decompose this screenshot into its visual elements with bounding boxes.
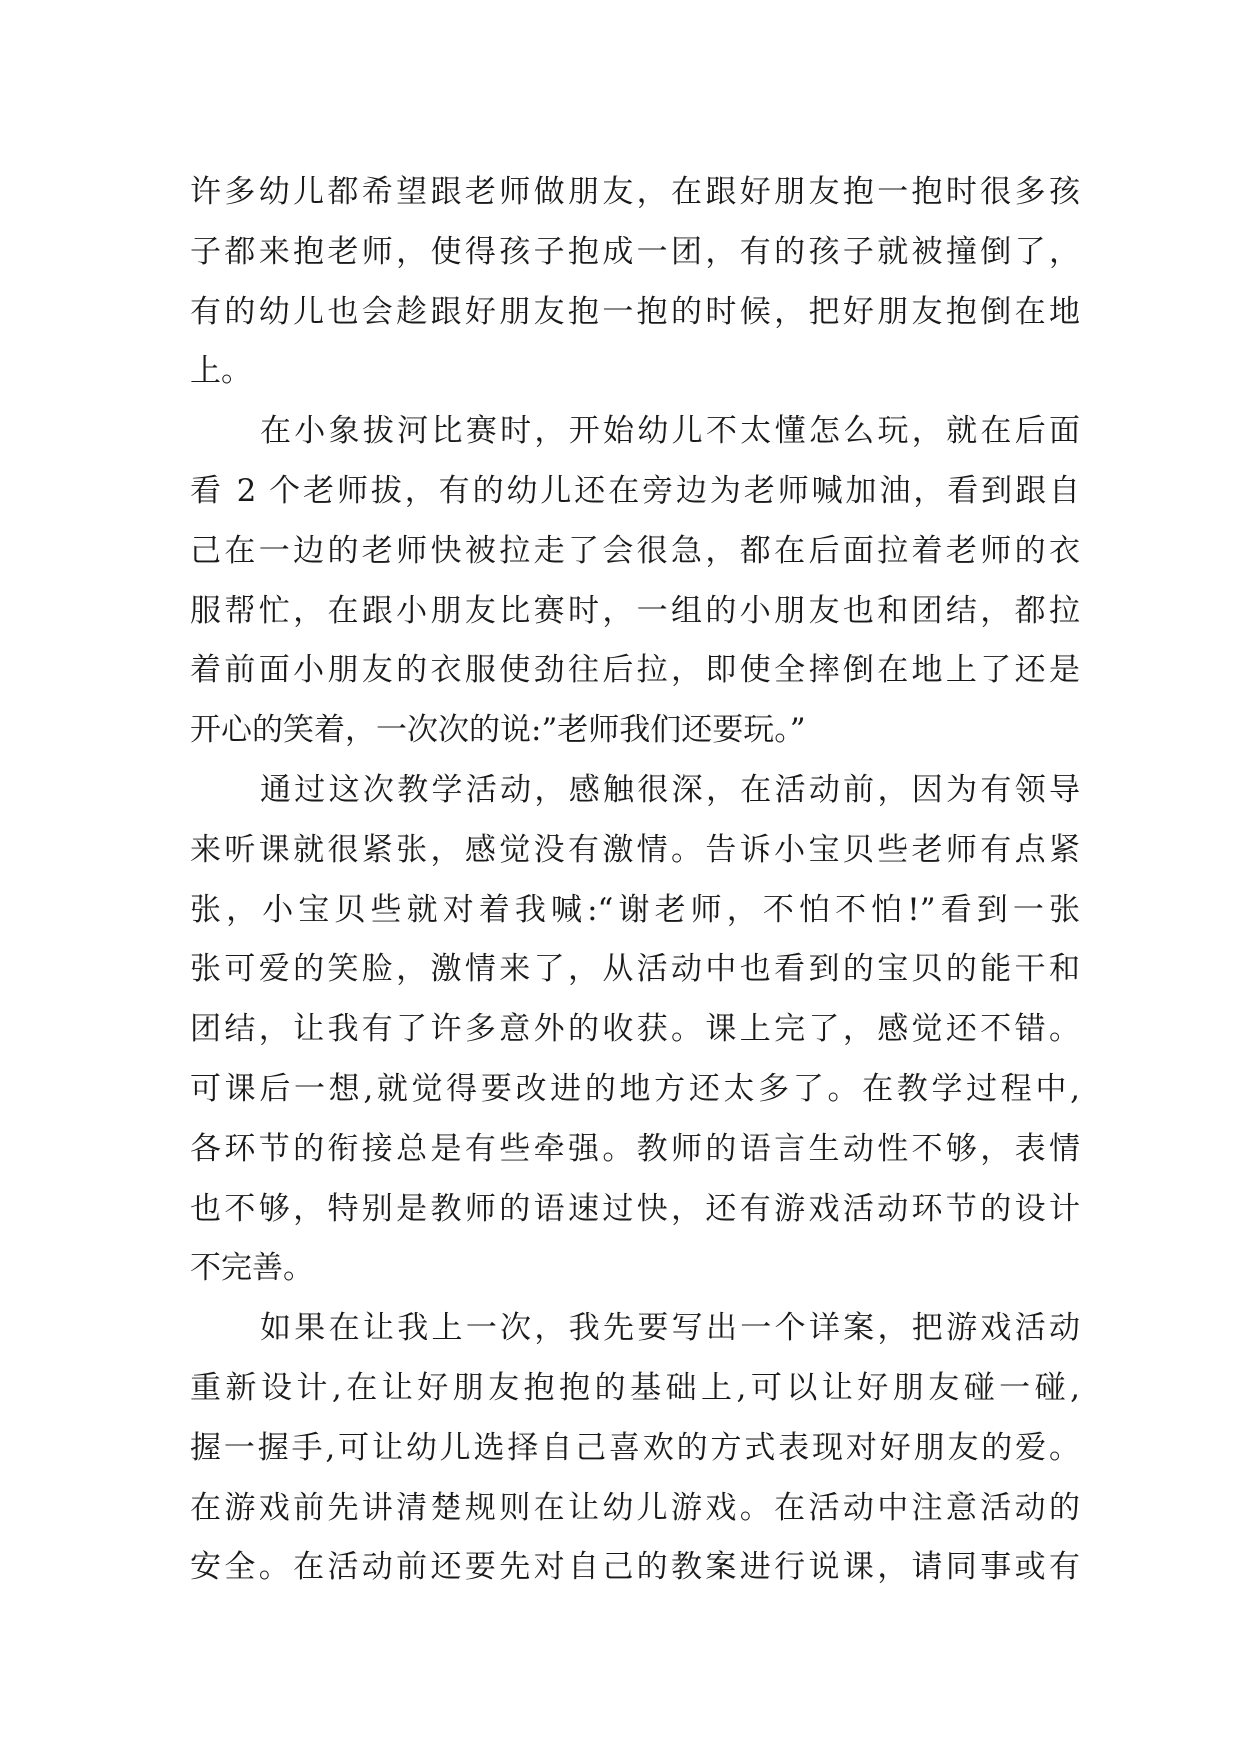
text-line: 上。 xyxy=(190,353,252,390)
paragraph-4 xyxy=(190,1299,1080,1598)
text-line: 重新设计,在让好朋友抱抱的基础上,可以让好朋友碰一碰, xyxy=(190,1369,1080,1406)
text-line: 服帮忙，在跟小朋友比赛时，一组的小朋友也和团结，都拉 xyxy=(190,592,1080,629)
text-line: 着前面小朋友的衣服使劲往后拉，即使全摔倒在地上了还是 xyxy=(190,652,1080,689)
text-line: 各环节的衔接总是有些牵强。教师的语言生动性不够，表情 xyxy=(190,1130,1080,1167)
text-line: 团结，让我有了许多意外的收获。课上完了，感觉还不错。 xyxy=(190,1011,1080,1048)
document-body xyxy=(190,163,1080,1598)
text-line: 握一握手,可让幼儿选择自己喜欢的方式表现对好朋友的爱。 xyxy=(190,1429,1080,1466)
text-line: 来听课就很紧张，感觉没有激情。告诉小宝贝些老师有点紧 xyxy=(190,831,1080,868)
text-line: 安全。在活动前还要先对自己的教案进行说课，请同事或有 xyxy=(190,1549,1080,1586)
text-line: 己在一边的老师快被拉走了会很急，都在后面拉着老师的衣 xyxy=(190,532,1080,569)
paragraph-2 xyxy=(190,402,1080,761)
text-line: 开心的笑着，一次次的说:”老师我们还要玩。” xyxy=(190,712,806,749)
text-line: 子都来抱老师，使得孩子抱成一团，有的孩子就被撞倒了， xyxy=(190,233,1080,270)
text-line: 在小象拔河比赛时，开始幼儿不太懂怎么玩，就在后面 xyxy=(260,413,1080,450)
text-line: 可课后一想,就觉得要改进的地方还太多了。在教学过程中, xyxy=(190,1070,1080,1107)
text-line: 张，小宝贝些就对着我喊:“谢老师，不怕不怕!”看到一张 xyxy=(190,891,1080,928)
paragraph-1 xyxy=(190,163,1080,402)
text-line: 不完善。 xyxy=(190,1250,314,1287)
text-line: 许多幼儿都希望跟老师做朋友，在跟好朋友抱一抱时很多孩 xyxy=(190,174,1080,210)
paragraph-3 xyxy=(190,761,1080,1299)
text-line: 也不够，特别是教师的语速过快，还有游戏活动环节的设计 xyxy=(190,1190,1080,1227)
text-line: 如果在让我上一次，我先要写出一个详案，把游戏活动 xyxy=(260,1310,1080,1347)
text-line: 在游戏前先讲清楚规则在让幼儿游戏。在活动中注意活动的 xyxy=(190,1489,1080,1526)
text-line: 张可爱的笑脸，激情来了，从活动中也看到的宝贝的能干和 xyxy=(190,951,1080,988)
text-line: 通过这次教学活动，感触很深，在活动前，因为有领导 xyxy=(260,771,1080,808)
text-line: 看 2 个老师拔，有的幼儿还在旁边为老师喊加油，看到跟自 xyxy=(190,472,1080,509)
text-line: 有的幼儿也会趁跟好朋友抱一抱的时候，把好朋友抱倒在地 xyxy=(190,293,1080,330)
